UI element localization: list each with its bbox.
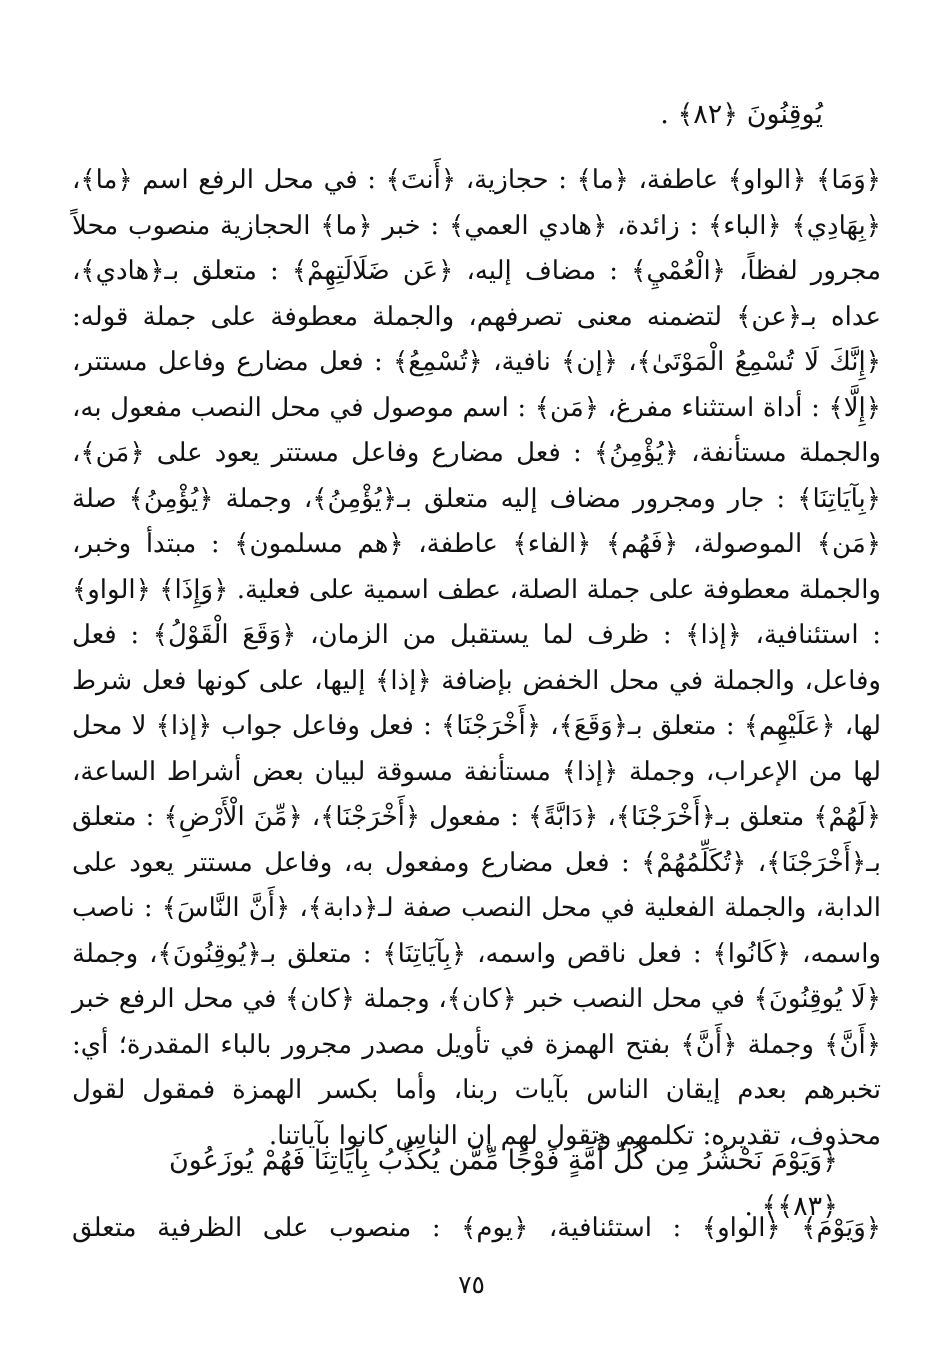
verse-ending-line: يُوقِنُونَ ﴿٨٢﴾ . <box>660 99 823 130</box>
continuing-commentary: ﴿وَيَوْمَ﴾ ﴿الواو﴾ : استئنافية، ﴿يوم﴾ : منصوب على الظرفية متعلق <box>72 1213 881 1243</box>
quran-verse: ﴿وَيَوْمَ نَحْشُرُ مِن كُلِّ أُمَّةٍ فَوْجًا مِّمَّن يُكَذِّبُ بِآيَاتِنَا فَهُمْ يُوزَعُونَ ﴿٨٣﴾﴾ . <box>168 1145 838 1222</box>
commentary-paragraph: ﴿وَمَا﴾ ﴿الواو﴾ عاطفة، ﴿ما﴾ : حجازية، ﴿أَنتَ﴾ : في محل الرفع اسم ﴿ما﴾، ﴿بِهَادِي﴾ ﴿الباء﴾ : زائدة، ﴿هادي العمي﴾ : خبر ﴿ما﴾ الحجازية منصوب محلاً مجرور لفظاً، ﴿الْعُمْيِ﴾ : مضاف إليه، ﴿عَن ضَلَالَتِهِمْ﴾ : متعلق بـ﴿هادي﴾، عداه بـ﴿عن﴾ لتضمنه معنى تصرفهم، والجملة معطوفة على جملة قوله: ﴿إِنَّكَ لَا تُسْمِعُ الْمَوْتَىٰ﴾، ﴿إن﴾ نافية، ﴿تُسْمِعُ﴾ : فعل مضارع وفاعل مستتر، ﴿إِلَّا﴾ : أداة استثناء مفرغ، ﴿مَن﴾ : اسم موصول في محل النصب مفعول به، والجملة مستأنفة، ﴿يُؤْمِنُ﴾ : فعل مضارع وفاعل مستتر يعود على ﴿مَن﴾، ﴿بِآيَاتِنَا﴾ : جار ومجرور مضاف إليه متعلق بـ﴿يُؤْمِنُ﴾، وجملة ﴿يُؤْمِنُ﴾ صلة ﴿مَن﴾ الموصولة، ﴿فَهُم﴾ ﴿الفاء﴾ عاطفة، ﴿هم مسلمون﴾ : مبتدأ وخبر، والجملة معطوفة على جملة الصلة، عطف اسمية على فعلية. ﴿وَإِذَا﴾ ﴿الواو﴾ : استئنافية، ﴿إذا﴾ : ظرف لما يستقبل من الزمان، ﴿وَقَعَ الْقَوْلُ﴾ : فعل وفاعل، والجملة في محل الخفض بإضافة ﴿إذا﴾ إليها، على كونها فعل شرط لها، ﴿عَلَيْهِم﴾ : متعلق بـ﴿وَقَعَ﴾، ﴿أَخْرَجْنَا﴾ : فعل وفاعل جواب ﴿إذا﴾ لا محل لها من الإعراب، وجملة ﴿إذا﴾ مستأنفة مسوقة لبيان بعض أشراط الساعة، ﴿لَهُمْ﴾ متعلق بـ﴿أَخْرَجْنَا﴾، ﴿دَابَّةً﴾ : مفعول ﴿أَخْرَجْنَا﴾، ﴿مِّنَ الْأَرْضِ﴾ : متعلق بـ﴿أَخْرَجْنَا﴾، ﴿تُكَلِّمُهُمْ﴾ : فعل مضارع ومفعول به، وفاعل مستتر يعود على الدابة، والجملة الفعلية في محل النصب صفة لـ﴿دابة﴾، ﴿أَنَّ النَّاسَ﴾ : ناصب واسمه، ﴿كَانُوا﴾ : فعل ناقص واسمه، ﴿بِآيَاتِنَا﴾ : متعلق بـ﴿يُوقِنُونَ﴾، وجملة ﴿لَا يُوقِنُونَ﴾ في محل النصب خبر ﴿كان﴾، وجملة ﴿كان﴾ في محل الرفع خبر ﴿أَنَّ﴾ وجملة ﴿أَنَّ﴾ بفتح الهمزة في تأويل مصدر مجرور بالباء المقدرة؛ أي: تخبرهم بعدم إيقان الناس بآيات ربنا، وأما بكسر الهمزة فمقول لقول محذوف، تقديره: تكلمهم وتقول لهم إن الناس كانوا بآياتنا. <box>72 165 881 1151</box>
main-commentary <box>72 158 881 1159</box>
page-number: ٧٥ <box>458 1270 485 1299</box>
